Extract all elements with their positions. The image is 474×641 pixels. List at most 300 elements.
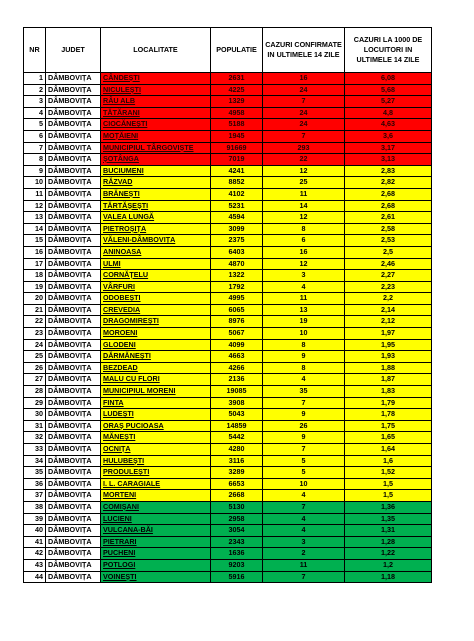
- row-nr: 6: [24, 130, 46, 142]
- table-row: [24, 513, 432, 525]
- row-populatie: 14859: [211, 420, 263, 432]
- row-nr: 21: [24, 304, 46, 316]
- row-judet: DÂMBOVIȚA: [46, 212, 101, 224]
- row-rata: 2,58: [345, 223, 432, 235]
- row-localitate: DĂRMĂNEȘTI: [101, 351, 211, 363]
- table-row: [24, 397, 432, 409]
- row-nr: 20: [24, 293, 46, 305]
- row-populatie: 4099: [211, 339, 263, 351]
- row-localitate: MĂNEȘTI: [101, 432, 211, 444]
- table-row: [24, 501, 432, 513]
- row-judet: DÂMBOVIȚA: [46, 223, 101, 235]
- row-judet: DÂMBOVIȚA: [46, 420, 101, 432]
- table-row: [24, 293, 432, 305]
- row-populatie: 4995: [211, 293, 263, 305]
- row-cazuri: 16: [263, 246, 345, 258]
- row-cazuri: 8: [263, 223, 345, 235]
- table-row: [24, 281, 432, 293]
- row-localitate: ODOBEȘTI: [101, 293, 211, 305]
- row-judet: DÂMBOVIȚA: [46, 142, 101, 154]
- table-row: [24, 96, 432, 108]
- row-populatie: 4594: [211, 212, 263, 224]
- row-rata: 1,79: [345, 397, 432, 409]
- row-cazuri: 6: [263, 235, 345, 247]
- table-row: [24, 455, 432, 467]
- row-judet: DÂMBOVIȚA: [46, 96, 101, 108]
- row-rata: 1,95: [345, 339, 432, 351]
- row-rata: 1,64: [345, 444, 432, 456]
- row-cazuri: 25: [263, 177, 345, 189]
- row-rata: 5,27: [345, 96, 432, 108]
- row-rata: 2,23: [345, 281, 432, 293]
- row-localitate: PIETRARI: [101, 536, 211, 548]
- row-rata: 1,83: [345, 386, 432, 398]
- row-localitate: BEZDEAD: [101, 362, 211, 374]
- row-judet: DÂMBOVIȚA: [46, 316, 101, 328]
- table-row: [24, 525, 432, 537]
- row-populatie: 5130: [211, 501, 263, 513]
- row-judet: DÂMBOVIȚA: [46, 270, 101, 282]
- row-localitate: I. L. CARAGIALE: [101, 478, 211, 490]
- row-populatie: 5442: [211, 432, 263, 444]
- header-localitate: LOCALITATE: [101, 28, 211, 73]
- row-populatie: 4958: [211, 107, 263, 119]
- row-judet: DÂMBOVIȚA: [46, 386, 101, 398]
- table-row: [24, 130, 432, 142]
- row-judet: DÂMBOVIȚA: [46, 559, 101, 571]
- row-judet: DÂMBOVIȚA: [46, 246, 101, 258]
- row-rata: 1,87: [345, 374, 432, 386]
- row-nr: 2: [24, 84, 46, 96]
- row-cazuri: 11: [263, 188, 345, 200]
- row-nr: 7: [24, 142, 46, 154]
- row-rata: 2,14: [345, 304, 432, 316]
- row-localitate: PRODULEȘTI: [101, 467, 211, 479]
- row-rata: 6,08: [345, 73, 432, 85]
- row-judet: DÂMBOVIȚA: [46, 409, 101, 421]
- row-judet: DÂMBOVIȚA: [46, 455, 101, 467]
- row-populatie: 5043: [211, 409, 263, 421]
- row-populatie: 3908: [211, 397, 263, 409]
- row-localitate: MALU CU FLORI: [101, 374, 211, 386]
- table-row: [24, 386, 432, 398]
- row-nr: 43: [24, 559, 46, 571]
- row-rata: 1,31: [345, 525, 432, 537]
- row-nr: 8: [24, 154, 46, 166]
- row-cazuri: 13: [263, 304, 345, 316]
- row-cazuri: 2: [263, 548, 345, 560]
- table-row: [24, 165, 432, 177]
- row-cazuri: 7: [263, 397, 345, 409]
- row-judet: DÂMBOVIȚA: [46, 281, 101, 293]
- row-rata: 1,52: [345, 467, 432, 479]
- row-cazuri: 35: [263, 386, 345, 398]
- row-populatie: 5916: [211, 571, 263, 583]
- row-judet: DÂMBOVIȚA: [46, 432, 101, 444]
- row-judet: DÂMBOVIȚA: [46, 525, 101, 537]
- table-body: [24, 73, 432, 583]
- row-cazuri: 8: [263, 339, 345, 351]
- row-cazuri: 24: [263, 119, 345, 131]
- row-populatie: 2668: [211, 490, 263, 502]
- row-localitate: ȘOTÂNGA: [101, 154, 211, 166]
- row-cazuri: 11: [263, 559, 345, 571]
- row-nr: 38: [24, 501, 46, 513]
- row-nr: 19: [24, 281, 46, 293]
- row-populatie: 5067: [211, 328, 263, 340]
- row-nr: 26: [24, 362, 46, 374]
- row-judet: DÂMBOVIȚA: [46, 235, 101, 247]
- row-localitate: MOȚĂIENI: [101, 130, 211, 142]
- row-judet: DÂMBOVIȚA: [46, 328, 101, 340]
- row-nr: 12: [24, 200, 46, 212]
- row-populatie: 4266: [211, 362, 263, 374]
- table-row: [24, 235, 432, 247]
- row-cazuri: 9: [263, 351, 345, 363]
- row-populatie: 6403: [211, 246, 263, 258]
- row-judet: DÂMBOVIȚA: [46, 304, 101, 316]
- table-row: [24, 478, 432, 490]
- table-row: [24, 559, 432, 571]
- row-localitate: GLODENI: [101, 339, 211, 351]
- row-cazuri: 24: [263, 107, 345, 119]
- row-rata: 1,65: [345, 432, 432, 444]
- row-populatie: 19085: [211, 386, 263, 398]
- row-populatie: 6653: [211, 478, 263, 490]
- row-cazuri: 11: [263, 293, 345, 305]
- row-nr: 39: [24, 513, 46, 525]
- row-localitate: FINTA: [101, 397, 211, 409]
- table-row: [24, 223, 432, 235]
- row-judet: DÂMBOVIȚA: [46, 73, 101, 85]
- row-cazuri: 3: [263, 536, 345, 548]
- row-populatie: 91669: [211, 142, 263, 154]
- row-cazuri: 12: [263, 258, 345, 270]
- table-row: [24, 142, 432, 154]
- row-rata: 4,63: [345, 119, 432, 131]
- row-rata: 1,5: [345, 478, 432, 490]
- table-row: [24, 119, 432, 131]
- table-row: [24, 188, 432, 200]
- row-cazuri: 22: [263, 154, 345, 166]
- row-cazuri: 16: [263, 73, 345, 85]
- row-rata: 2,27: [345, 270, 432, 282]
- table-row: [24, 490, 432, 502]
- row-judet: DÂMBOVIȚA: [46, 258, 101, 270]
- row-judet: DÂMBOVIȚA: [46, 548, 101, 560]
- table-row: [24, 200, 432, 212]
- header-nr: NR: [24, 28, 46, 73]
- row-localitate: CORNĂȚELU: [101, 270, 211, 282]
- row-localitate: TĂRTĂȘEȘTI: [101, 200, 211, 212]
- row-judet: DÂMBOVIȚA: [46, 478, 101, 490]
- row-judet: DÂMBOVIȚA: [46, 501, 101, 513]
- row-localitate: BUCIUMENI: [101, 165, 211, 177]
- row-rata: 2,46: [345, 258, 432, 270]
- row-rata: 1,78: [345, 409, 432, 421]
- row-cazuri: 3: [263, 270, 345, 282]
- row-judet: DÂMBOVIȚA: [46, 107, 101, 119]
- row-judet: DÂMBOVIȚA: [46, 490, 101, 502]
- row-nr: 27: [24, 374, 46, 386]
- table-row: [24, 328, 432, 340]
- row-nr: 42: [24, 548, 46, 560]
- row-localitate: DRAGOMIREȘTI: [101, 316, 211, 328]
- row-rata: 1,2: [345, 559, 432, 571]
- row-localitate: VULCANA-BĂI: [101, 525, 211, 537]
- header-populatie: POPULATIE: [211, 28, 263, 73]
- row-rata: 1,93: [345, 351, 432, 363]
- row-rata: 2,5: [345, 246, 432, 258]
- row-judet: DÂMBOVIȚA: [46, 154, 101, 166]
- row-nr: 35: [24, 467, 46, 479]
- row-rata: 1,22: [345, 548, 432, 560]
- table-row: [24, 467, 432, 479]
- row-populatie: 2631: [211, 73, 263, 85]
- row-localitate: VÂRFURI: [101, 281, 211, 293]
- row-nr: 29: [24, 397, 46, 409]
- table-row: [24, 212, 432, 224]
- table-row: [24, 362, 432, 374]
- row-cazuri: 14: [263, 200, 345, 212]
- table-row: [24, 351, 432, 363]
- row-judet: DÂMBOVIȚA: [46, 571, 101, 583]
- row-cazuri: 12: [263, 212, 345, 224]
- row-cazuri: 8: [263, 362, 345, 374]
- table-row: [24, 444, 432, 456]
- table-row: [24, 548, 432, 560]
- row-rata: 2,53: [345, 235, 432, 247]
- row-cazuri: 4: [263, 490, 345, 502]
- row-localitate: RÂU ALB: [101, 96, 211, 108]
- table-row: [24, 571, 432, 583]
- row-localitate: VALEA LUNGĂ: [101, 212, 211, 224]
- row-localitate: VĂLENI-DÂMBOVIȚA: [101, 235, 211, 247]
- row-judet: DÂMBOVIȚA: [46, 444, 101, 456]
- row-cazuri: 9: [263, 409, 345, 421]
- row-localitate: MUNICIPIUL TÂRGOVIȘTE: [101, 142, 211, 154]
- row-judet: DÂMBOVIȚA: [46, 200, 101, 212]
- row-localitate: MORTENI: [101, 490, 211, 502]
- row-cazuri: 19: [263, 316, 345, 328]
- row-populatie: 4870: [211, 258, 263, 270]
- table-row: [24, 177, 432, 189]
- row-localitate: ORAȘ PUCIOASA: [101, 420, 211, 432]
- table-row: [24, 246, 432, 258]
- row-rata: 3,13: [345, 154, 432, 166]
- table-row: [24, 536, 432, 548]
- row-localitate: CREVEDIA: [101, 304, 211, 316]
- row-nr: 41: [24, 536, 46, 548]
- row-cazuri: 5: [263, 467, 345, 479]
- row-nr: 32: [24, 432, 46, 444]
- table-row: [24, 339, 432, 351]
- row-judet: DÂMBOVIȚA: [46, 351, 101, 363]
- table-row: [24, 107, 432, 119]
- table-row: [24, 304, 432, 316]
- row-localitate: TĂTĂRANI: [101, 107, 211, 119]
- row-populatie: 4241: [211, 165, 263, 177]
- row-populatie: 3099: [211, 223, 263, 235]
- table-row: [24, 409, 432, 421]
- row-nr: 11: [24, 188, 46, 200]
- table-header-row: [24, 28, 432, 73]
- row-populatie: 4280: [211, 444, 263, 456]
- row-cazuri: 293: [263, 142, 345, 154]
- row-nr: 16: [24, 246, 46, 258]
- row-judet: DÂMBOVIȚA: [46, 339, 101, 351]
- row-cazuri: 7: [263, 96, 345, 108]
- row-localitate: LUDEȘTI: [101, 409, 211, 421]
- row-localitate: CÂNDEȘTI: [101, 73, 211, 85]
- row-cazuri: 10: [263, 478, 345, 490]
- row-rata: 1,36: [345, 501, 432, 513]
- header-rata: CAZURI LA 1000 DE LOCUITORI IN ULTIMELE 14 ZILE: [345, 28, 432, 73]
- row-judet: DÂMBOVIȚA: [46, 188, 101, 200]
- row-nr: 9: [24, 165, 46, 177]
- table-row: [24, 270, 432, 282]
- row-populatie: 3054: [211, 525, 263, 537]
- row-populatie: 8976: [211, 316, 263, 328]
- row-nr: 1: [24, 73, 46, 85]
- row-nr: 25: [24, 351, 46, 363]
- row-judet: DÂMBOVIȚA: [46, 513, 101, 525]
- row-populatie: 2958: [211, 513, 263, 525]
- row-cazuri: 9: [263, 432, 345, 444]
- row-populatie: 2136: [211, 374, 263, 386]
- row-rata: 2,61: [345, 212, 432, 224]
- row-localitate: PUCHENI: [101, 548, 211, 560]
- table-row: [24, 73, 432, 85]
- row-judet: DÂMBOVIȚA: [46, 165, 101, 177]
- row-nr: 3: [24, 96, 46, 108]
- row-populatie: 4225: [211, 84, 263, 96]
- row-nr: 30: [24, 409, 46, 421]
- row-rata: 2,68: [345, 188, 432, 200]
- table-row: [24, 258, 432, 270]
- row-localitate: ANINOASA: [101, 246, 211, 258]
- row-judet: DÂMBOVIȚA: [46, 536, 101, 548]
- row-cazuri: 26: [263, 420, 345, 432]
- row-populatie: 1945: [211, 130, 263, 142]
- row-populatie: 2343: [211, 536, 263, 548]
- row-cazuri: 4: [263, 374, 345, 386]
- row-rata: 1,28: [345, 536, 432, 548]
- row-nr: 36: [24, 478, 46, 490]
- row-rata: 1,18: [345, 571, 432, 583]
- row-judet: DÂMBOVIȚA: [46, 397, 101, 409]
- row-populatie: 1792: [211, 281, 263, 293]
- row-nr: 5: [24, 119, 46, 131]
- row-rata: 2,68: [345, 200, 432, 212]
- row-localitate: ULMI: [101, 258, 211, 270]
- row-localitate: HULUBEȘTI: [101, 455, 211, 467]
- row-populatie: 1329: [211, 96, 263, 108]
- row-rata: 3,6: [345, 130, 432, 142]
- row-localitate: PIETROȘIȚA: [101, 223, 211, 235]
- row-nr: 33: [24, 444, 46, 456]
- row-judet: DÂMBOVIȚA: [46, 362, 101, 374]
- row-nr: 23: [24, 328, 46, 340]
- header-cazuri: CAZURI CONFIRMATE IN ULTIMELE 14 ZILE: [263, 28, 345, 73]
- row-localitate: MOROENI: [101, 328, 211, 340]
- row-judet: DÂMBOVIȚA: [46, 293, 101, 305]
- row-nr: 4: [24, 107, 46, 119]
- row-cazuri: 7: [263, 501, 345, 513]
- row-cazuri: 12: [263, 165, 345, 177]
- row-judet: DÂMBOVIȚA: [46, 119, 101, 131]
- row-rata: 1,88: [345, 362, 432, 374]
- row-populatie: 8852: [211, 177, 263, 189]
- row-nr: 24: [24, 339, 46, 351]
- row-rata: 1,75: [345, 420, 432, 432]
- table-row: [24, 84, 432, 96]
- row-populatie: 6065: [211, 304, 263, 316]
- row-nr: 14: [24, 223, 46, 235]
- row-populatie: 1322: [211, 270, 263, 282]
- row-populatie: 2375: [211, 235, 263, 247]
- row-judet: DÂMBOVIȚA: [46, 374, 101, 386]
- row-nr: 31: [24, 420, 46, 432]
- row-localitate: MUNICIPIUL MORENI: [101, 386, 211, 398]
- row-localitate: RĂZVAD: [101, 177, 211, 189]
- incidence-table: [23, 27, 432, 583]
- row-localitate: VOINEȘTI: [101, 571, 211, 583]
- row-nr: 37: [24, 490, 46, 502]
- row-populatie: 7019: [211, 154, 263, 166]
- row-rata: 2,12: [345, 316, 432, 328]
- row-judet: DÂMBOVIȚA: [46, 130, 101, 142]
- row-populatie: 9203: [211, 559, 263, 571]
- row-rata: 1,97: [345, 328, 432, 340]
- row-cazuri: 4: [263, 281, 345, 293]
- row-nr: 17: [24, 258, 46, 270]
- table-row: [24, 420, 432, 432]
- row-localitate: BRĂNEȘTI: [101, 188, 211, 200]
- table-row: [24, 432, 432, 444]
- row-cazuri: 7: [263, 571, 345, 583]
- row-nr: 10: [24, 177, 46, 189]
- covid-incidence-table-sheet: [23, 27, 432, 583]
- row-localitate: OCNIȚA: [101, 444, 211, 456]
- row-populatie: 5231: [211, 200, 263, 212]
- row-localitate: NICULEȘTI: [101, 84, 211, 96]
- table-row: [24, 154, 432, 166]
- row-nr: 18: [24, 270, 46, 282]
- row-nr: 28: [24, 386, 46, 398]
- row-cazuri: 7: [263, 130, 345, 142]
- row-nr: 22: [24, 316, 46, 328]
- row-populatie: 4663: [211, 351, 263, 363]
- row-nr: 40: [24, 525, 46, 537]
- row-judet: DÂMBOVIȚA: [46, 84, 101, 96]
- row-nr: 44: [24, 571, 46, 583]
- row-localitate: COMIȘANI: [101, 501, 211, 513]
- row-cazuri: 24: [263, 84, 345, 96]
- row-cazuri: 10: [263, 328, 345, 340]
- row-cazuri: 5: [263, 455, 345, 467]
- row-localitate: CIOCĂNEȘTI: [101, 119, 211, 131]
- row-rata: 1,5: [345, 490, 432, 502]
- table-row: [24, 374, 432, 386]
- header-judet: JUDET: [46, 28, 101, 73]
- row-rata: 1,35: [345, 513, 432, 525]
- row-rata: 2,82: [345, 177, 432, 189]
- table-row: [24, 316, 432, 328]
- row-rata: 2,83: [345, 165, 432, 177]
- row-nr: 15: [24, 235, 46, 247]
- row-cazuri: 7: [263, 444, 345, 456]
